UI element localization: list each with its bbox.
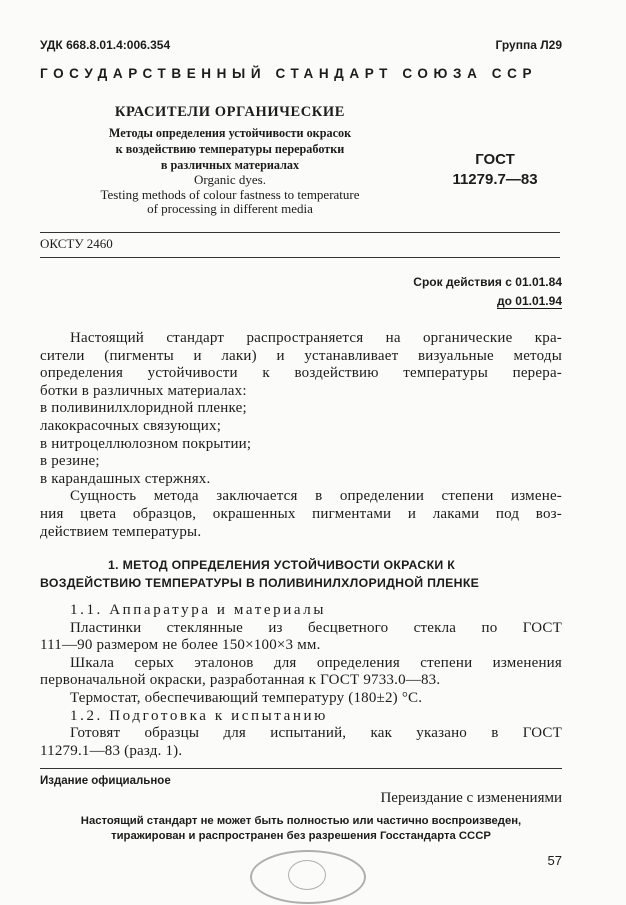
heading-line: ВОЗДЕЙСТВИЮ ТЕМПЕРАТУРЫ В ПОЛИВИНИЛХЛОРИДНОЙ ПЛЕНКЕ	[40, 576, 480, 590]
copyright-notice	[40, 814, 562, 844]
text-line: ния цвета образцов, окрашенных пигментами и лаками под воз-	[40, 505, 562, 522]
title-block	[40, 104, 420, 217]
subtitle-line: к воздействию температуры переработки	[115, 142, 345, 156]
notice-line: Настоящий стандарт не может быть полностью или частично воспроизведен,	[80, 815, 522, 827]
footer-divider	[40, 768, 562, 769]
group-code: Группа Л29	[495, 38, 562, 52]
divider	[40, 257, 560, 258]
text-line: Сущность метода заключается в определении степени измене-	[70, 488, 562, 505]
section-heading	[40, 556, 562, 592]
text-line: ботки в различных материалах:	[40, 382, 247, 399]
text-line: Пластинки стеклянные из бесцветного стекла по ГОСТ	[70, 619, 562, 636]
english-line: Organic dyes.	[194, 172, 266, 187]
text-line: Настоящий стандарт распространяется на органические кра-	[70, 330, 562, 346]
list-item: в поливинилхлоридной пленке;	[40, 400, 247, 417]
official-edition: Издание официальное	[40, 775, 171, 787]
notice-line: тиражирован и распространен без разрешения Госстандарта СССР	[111, 830, 491, 842]
list-item: лакокрасочных связующих;	[40, 417, 222, 434]
text-line: Готовят образцы для испытаний, как указано в ГОСТ	[70, 725, 562, 742]
doc-subtitle	[40, 125, 420, 173]
text-line: Шкала серых эталонов для определения степени изменения	[70, 654, 562, 671]
subtitle-line: в различных материалах	[160, 158, 300, 172]
subtitle-line: Методы определения устойчивости окрасок	[108, 126, 352, 140]
intro-paragraph	[40, 330, 562, 541]
english-line: Testing methods of colour fastness to temperature	[100, 186, 360, 202]
udk-code: УДК 668.8.01.4:006.354	[40, 38, 171, 52]
gost-label: ГОСТ	[475, 151, 515, 168]
english-title	[40, 173, 420, 217]
english-line: of processing in different media	[147, 201, 313, 216]
text-line: определения устойчивости к воздействию температуры перера-	[40, 365, 562, 382]
agency-title: ГОСУДАРСТВЕННЫЙ СТАНДАРТ СОЮЗА ССР	[40, 66, 538, 81]
text-line: 11279.1—83 (разд. 1).	[40, 742, 183, 759]
library-stamp	[250, 850, 366, 904]
gost-block	[440, 150, 550, 190]
heading-line: 1. МЕТОД ОПРЕДЕЛЕНИЯ УСТОЙЧИВОСТИ ОКРАСКИ К	[108, 558, 456, 572]
section-body	[40, 602, 562, 760]
subsection-title: 1.2. Подготовка к испытанию	[70, 707, 328, 724]
text-line: сители (пигменты и лаки) и устанавливает визуальные методы	[40, 347, 562, 364]
validity-from: Срок действия с 01.01.84	[413, 275, 562, 289]
list-item: в карандашных стержнях.	[40, 470, 211, 487]
doc-title: КРАСИТЕЛИ ОРГАНИЧЕСКИЕ	[114, 104, 346, 120]
text-line: 111—90 размером не более 150×100×3 мм.	[40, 637, 321, 654]
text-line: действием температуры.	[40, 523, 202, 540]
page-number: 57	[547, 853, 562, 868]
list-item: в нитроцеллюлозном покрытии;	[40, 435, 252, 452]
validity-to: до 01.01.94	[497, 294, 562, 308]
validity-block	[413, 273, 562, 311]
text-line: Термостат, обеспечивающий температуру (180±2) °С.	[70, 689, 423, 706]
list-item: в резине;	[40, 453, 100, 470]
text-line: первоначальной окраски, разработанная к ГОСТ 9733.0—83.	[40, 672, 441, 689]
subsection-title: 1.1. Аппаратура и материалы	[70, 602, 327, 618]
okstu-code: ОКСТУ 2460	[40, 236, 113, 251]
gost-number: 11279.7—83	[452, 171, 538, 188]
reissue-note: Переиздание с изменениями	[380, 790, 562, 806]
stamp-emblem-icon	[288, 860, 326, 890]
divider	[40, 232, 560, 233]
